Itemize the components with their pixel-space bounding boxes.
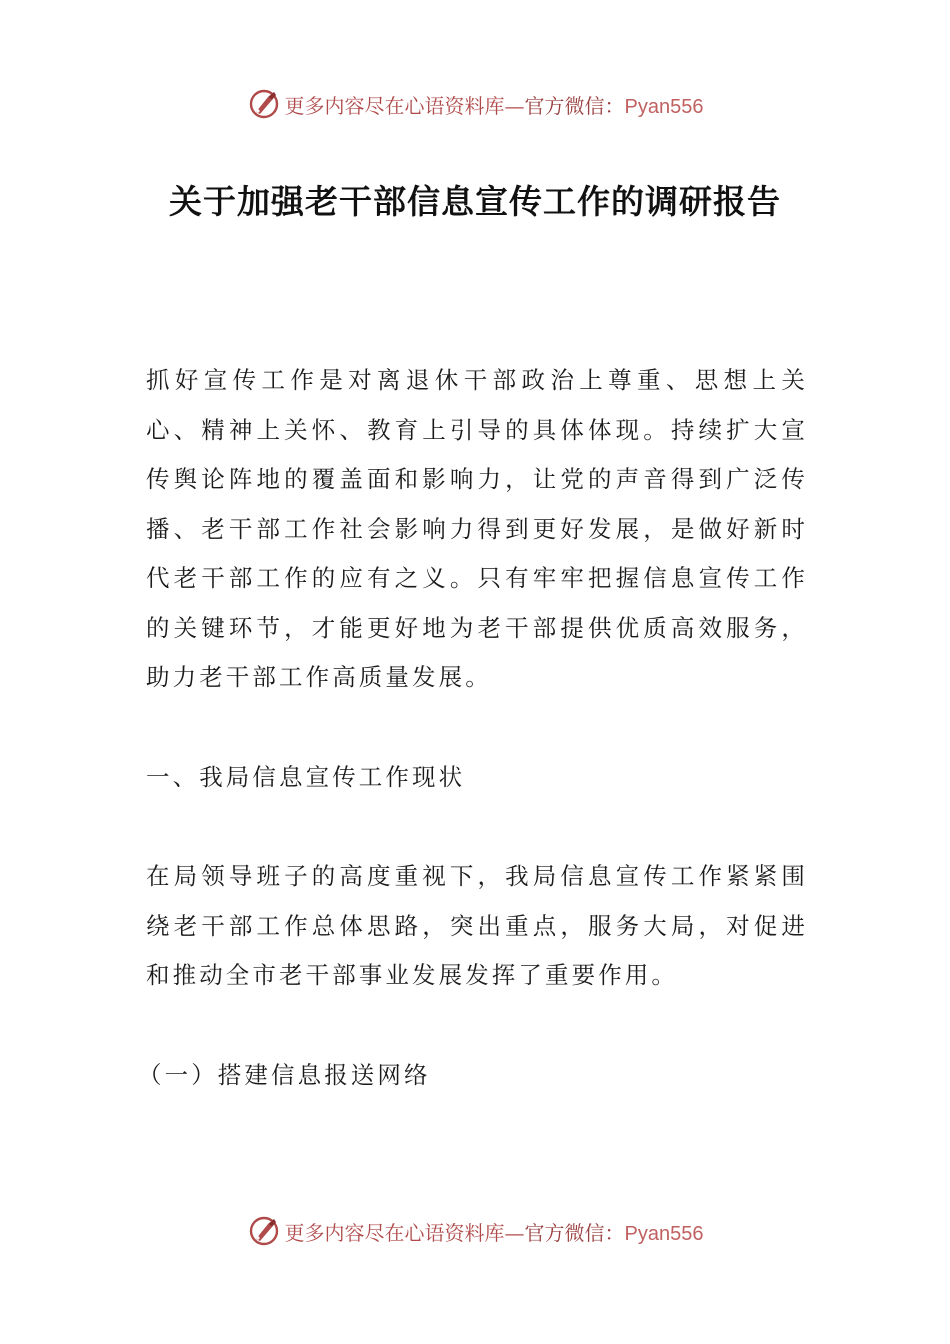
wechat-label: 官方微信： (524, 93, 625, 118)
brand-text: 更多内容尽在心语资料库 (284, 93, 505, 118)
pen-nib-circle-icon (247, 87, 281, 121)
dash: — (504, 1220, 525, 1245)
wechat-label: 官方微信： (524, 1220, 625, 1245)
pen-nib-circle-icon (247, 1214, 281, 1248)
watermark-text (285, 1217, 704, 1246)
wechat-id: Pyan556 (624, 95, 704, 118)
wechat-id: Pyan556 (624, 1222, 704, 1245)
watermark-text (285, 90, 704, 119)
section-paragraph: 在局领导班子的高度重视下，我局信息宣传工作紧紧围绕老干部工作总体思路，突出重点，服务大局，对促进和推动全市老干部事业发展发挥了重要作用。 (146, 862, 808, 989)
intro-paragraph: 抓好宣传工作是对离退休干部政治上尊重、思想上关心、精神上关怀、教育上引导的具体体现。持续扩大宣传舆论阵地的覆盖面和影响力，让党的声音得到广泛传播、老干部工作社会影响力得到更好发展，是做好新时代老干部工作的应有之义。只有牢牢把握信息宣传工作的关键环节，才能更好地为老干部提供优质高效服务，助力老干部工作高质量发展。 (146, 366, 808, 691)
document-title: 关于加强老干部信息宣传工作的调研报告 (169, 182, 781, 221)
footer-watermark-banner (0, 1211, 950, 1251)
header-watermark-banner (0, 84, 950, 124)
section-heading: 一、我局信息宣传工作现状 (146, 762, 466, 791)
subsection-heading: （一）搭建信息报送网络 (138, 1060, 431, 1089)
dash: — (504, 93, 525, 118)
brand-text: 更多内容尽在心语资料库 (284, 1220, 505, 1245)
document-body (138, 356, 808, 1100)
